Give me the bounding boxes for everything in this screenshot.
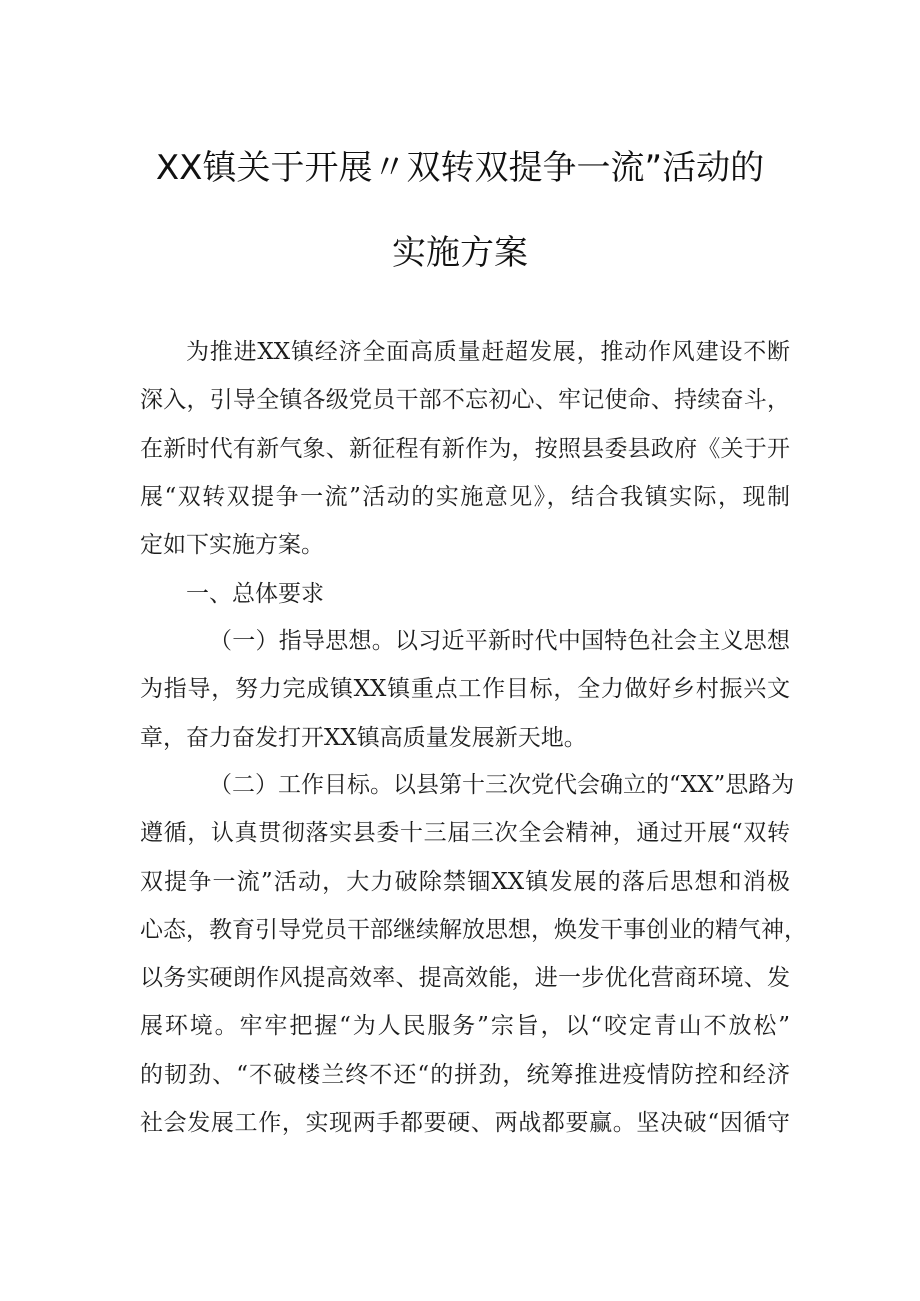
paragraph-intro <box>140 328 790 569</box>
section-heading-general-requirements <box>140 570 790 618</box>
text-line: 深入，引导全镇各级党员干部不忘初心、牢记使命、持续奋斗， <box>140 387 790 414</box>
text-line: 为指导，努力完成镇XX镇重点工作目标，全力做好乡村振兴文 <box>140 676 790 703</box>
document-title-line-2: 实施方案 <box>392 233 528 273</box>
document-title-line-1: XX镇关于开展〃双转双提争一流”活动的 <box>155 148 765 188</box>
text-line: 以务实硬朗作风提高效率、提高效能，进一步优化营商环境、发 <box>140 965 790 992</box>
text-line: 双提争一流”活动，大力破除禁锢XX镇发展的落后思想和消极 <box>140 868 790 895</box>
text-line: 遵循，认真贯彻落实县委十三届三次全会精神，通过开展“双转 <box>140 820 790 847</box>
text-line: 的韧劲、“不破楼兰终不还“的拼劲，统筹推进疫情防控和经济 <box>140 1061 790 1088</box>
text-line: 定如下实施方案。 <box>140 532 324 559</box>
text-line: 为推进XX镇经济全面高质量赶超发展，推动作风建设不断 <box>186 339 790 365</box>
text-line: 心态，教育引导党员干部继续解放思想，焕发干事创业的精气神， <box>140 916 807 943</box>
text-line: 在新时代有新气象、新征程有新作为，按照县委县政府《关于开 <box>140 435 790 462</box>
section-heading: 一、总体要求 <box>186 581 324 607</box>
text-line: 社会发展工作，实现两手都要硬、两战都要赢。坚决破“因循守 <box>140 1110 790 1137</box>
text-line: 展环境。牢牢把握“为人民服务”宗旨，以“咬定青山不放松” <box>140 1013 790 1040</box>
paragraph-work-goals <box>140 761 807 1147</box>
text-line: 章，奋力奋发打开XX镇高质量发展新天地。 <box>140 724 587 751</box>
text-line: （二）工作目标。以县第十三次党代会确立的“XX”思路为 <box>209 772 795 798</box>
paragraph-guiding-ideology <box>140 617 790 762</box>
text-line: 展“双转双提争一流”活动的实施意见》，结合我镇实际，现制 <box>140 483 790 510</box>
text-line: （一）指导思想。以习近平新时代中国特色社会主义思想 <box>209 628 790 654</box>
